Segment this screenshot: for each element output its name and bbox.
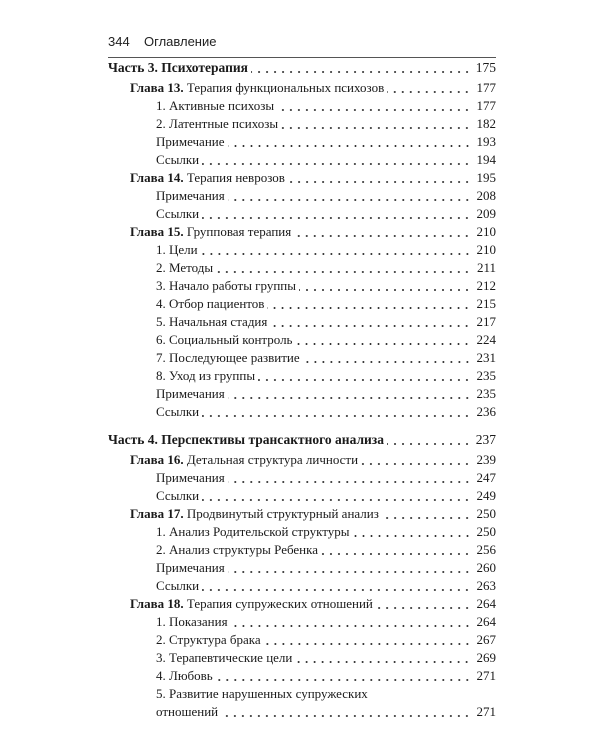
toc-entry	[156, 576, 496, 594]
toc-page-number: 211	[476, 260, 496, 275]
toc-page-number: 239	[476, 452, 496, 467]
leader-dots	[216, 271, 471, 273]
toc-page-number: 194	[476, 152, 496, 167]
toc-entry	[156, 522, 496, 540]
toc-page-number: 177	[476, 98, 496, 113]
toc-page-number: 236	[476, 404, 496, 419]
toc-label: отношений	[156, 704, 219, 719]
toc-page-number: 235	[476, 368, 496, 383]
toc-label: Примечание	[156, 134, 225, 149]
toc-label: 7. Последующее развитие	[156, 350, 300, 365]
chapter-title: Детальная структура личности	[183, 452, 359, 467]
toc-page-number: 249	[476, 488, 496, 503]
toc-page-number: 250	[476, 506, 496, 521]
toc-entry	[156, 294, 496, 312]
leader-dots	[353, 535, 472, 537]
toc-entry	[156, 114, 496, 132]
toc-part	[108, 58, 496, 76]
toc-label: 5. Развитие нарушенных супружеских	[156, 686, 368, 701]
toc-page-number: 267	[476, 632, 496, 647]
chapter-number: Глава 14.	[130, 170, 184, 185]
toc-label: 2. Методы	[156, 260, 214, 275]
toc-chapter	[130, 78, 496, 96]
leader-dots	[387, 443, 471, 445]
toc-label: Примечания	[156, 188, 225, 203]
leader-dots	[231, 625, 471, 627]
toc-page-number: 195	[476, 170, 496, 185]
leader-dots	[228, 571, 471, 573]
toc-label: 2. Латентные психозы	[156, 116, 279, 131]
leader-dots	[258, 379, 471, 381]
toc-label: Ссылки	[156, 206, 200, 221]
toc-page-number: 212	[476, 278, 496, 293]
toc-entry	[156, 330, 496, 348]
toc-entry	[156, 186, 496, 204]
toc-label: Ссылки	[156, 488, 200, 503]
toc-entry	[156, 132, 496, 150]
leader-dots	[228, 199, 471, 201]
toc-label: Примечания	[156, 470, 225, 485]
toc-entry	[156, 648, 496, 666]
page-header	[108, 34, 496, 54]
toc-page-number: 260	[476, 560, 496, 575]
leader-dots	[295, 343, 471, 345]
toc-entry	[156, 348, 496, 366]
toc-page-number: 208	[476, 188, 496, 203]
toc-page-number: 247	[476, 470, 496, 485]
toc-entry	[156, 702, 496, 720]
toc-page-number: 210	[476, 224, 496, 239]
toc-label: Ссылки	[156, 152, 200, 167]
leader-dots	[294, 235, 471, 237]
toc-label: 4. Отбор пациентов	[156, 296, 265, 311]
toc-label: 1. Анализ Родительской структуры	[156, 524, 350, 539]
toc-entry	[156, 684, 496, 702]
toc-chapter	[130, 594, 496, 612]
toc-entry	[156, 486, 496, 504]
toc-entry	[156, 240, 496, 258]
toc-page-number: 217	[476, 314, 496, 329]
chapter-title: Групповая терапия	[183, 224, 292, 239]
leader-dots	[288, 181, 471, 183]
toc-page-number: 271	[476, 704, 496, 719]
chapter-number: Глава 13.	[130, 80, 184, 95]
leader-dots	[387, 91, 471, 93]
chapter-number: Глава 17.	[130, 506, 184, 521]
leader-dots	[228, 397, 471, 399]
leader-dots	[299, 289, 471, 291]
toc-page-number: 237	[475, 432, 496, 447]
toc-entry	[156, 312, 496, 330]
toc-label: 1. Цели	[156, 242, 198, 257]
chapter-number: Глава 18.	[130, 596, 184, 611]
toc-page-number: 175	[475, 60, 496, 75]
toc-label	[130, 452, 358, 468]
chapter-title: Терапия супружеских отношений	[183, 596, 373, 611]
toc-part	[108, 430, 496, 448]
chapter-title: Терапия неврозов	[183, 170, 285, 185]
leader-dots	[303, 361, 471, 363]
chapter-number: Глава 15.	[130, 224, 184, 239]
toc-page-number: 209	[476, 206, 496, 221]
toc-entry	[156, 276, 496, 294]
toc-page-number: 182	[476, 116, 496, 131]
page-number: 344	[108, 34, 130, 49]
toc-label: Примечания	[156, 560, 225, 575]
toc-entry	[156, 150, 496, 168]
leader-dots	[202, 499, 471, 501]
chapter-title: Продвинутый структурный анализ	[183, 506, 379, 521]
toc-chapter	[130, 504, 496, 522]
toc-chapter	[130, 450, 496, 468]
toc-label: 3. Начало работы группы	[156, 278, 296, 293]
toc-label: 2. Структура брака	[156, 632, 261, 647]
toc-entry	[156, 468, 496, 486]
toc-page-number: 271	[476, 668, 496, 683]
toc-entry	[156, 540, 496, 558]
leader-dots	[264, 643, 471, 645]
toc-entry	[156, 258, 496, 276]
leader-dots	[202, 589, 471, 591]
toc-label: Примечания	[156, 386, 225, 401]
toc-label: Часть 3. Психотерапия	[108, 60, 248, 75]
leader-dots	[382, 517, 471, 519]
toc-label: Часть 4. Перспективы трансактного анализа	[108, 432, 384, 447]
toc-page-number: 263	[476, 578, 496, 593]
leader-dots	[295, 661, 471, 663]
leader-dots	[202, 415, 471, 417]
running-title: Оглавление	[144, 34, 217, 49]
toc-entry	[156, 96, 496, 114]
toc-label	[130, 170, 285, 186]
toc-label: Ссылки	[156, 578, 200, 593]
toc-page-number: 210	[476, 242, 496, 257]
toc-label	[130, 596, 373, 612]
toc-entry	[156, 666, 496, 684]
leader-dots	[202, 217, 471, 219]
toc-label: 4. Любовь	[156, 668, 213, 683]
toc-label: 5. Начальная стадия	[156, 314, 268, 329]
toc-page-number: 224	[476, 332, 496, 347]
toc-chapter	[130, 222, 496, 240]
toc-entry	[156, 402, 496, 420]
toc-label: 3. Терапевтические цели	[156, 650, 293, 665]
toc-chapter	[130, 168, 496, 186]
toc-entry	[156, 630, 496, 648]
leader-dots	[277, 109, 471, 111]
toc-page-number: 250	[476, 524, 496, 539]
toc-page-number: 256	[476, 542, 496, 557]
chapter-title: Терапия функциональных психозов	[183, 80, 385, 95]
leader-dots	[251, 71, 471, 73]
toc-page-number: 264	[476, 614, 496, 629]
toc-label: 1. Активные психозы	[156, 98, 275, 113]
toc-page-number: 177	[476, 80, 496, 95]
toc-entry	[156, 366, 496, 384]
toc-page-number: 193	[476, 134, 496, 149]
toc-entry	[156, 612, 496, 630]
leader-dots	[267, 307, 471, 309]
toc-entry	[156, 558, 496, 576]
leader-dots	[321, 553, 471, 555]
toc-label: 8. Уход из группы	[156, 368, 256, 383]
chapter-number: Глава 16.	[130, 452, 184, 467]
toc-label: 1. Показания	[156, 614, 228, 629]
toc-label: 6. Социальный контроль	[156, 332, 293, 347]
toc-label: Ссылки	[156, 404, 200, 419]
toc-page-number: 231	[476, 350, 496, 365]
leader-dots	[281, 127, 471, 129]
toc-entry	[156, 384, 496, 402]
leader-dots	[216, 679, 471, 681]
toc-label	[130, 506, 379, 522]
leader-dots	[201, 253, 471, 255]
toc-page-number: 235	[476, 386, 496, 401]
toc-page-number: 269	[476, 650, 496, 665]
toc-entry	[156, 204, 496, 222]
toc-page-number: 264	[476, 596, 496, 611]
leader-dots	[270, 325, 471, 327]
toc-label	[130, 224, 291, 240]
toc-page-number: 215	[476, 296, 496, 311]
leader-dots	[376, 607, 471, 609]
leader-dots	[228, 145, 471, 147]
toc-label	[130, 80, 384, 96]
leader-dots	[202, 163, 471, 165]
leader-dots	[361, 463, 471, 465]
toc-label: 2. Анализ структуры Ребенка	[156, 542, 319, 557]
leader-dots	[221, 715, 471, 717]
leader-dots	[228, 481, 471, 483]
